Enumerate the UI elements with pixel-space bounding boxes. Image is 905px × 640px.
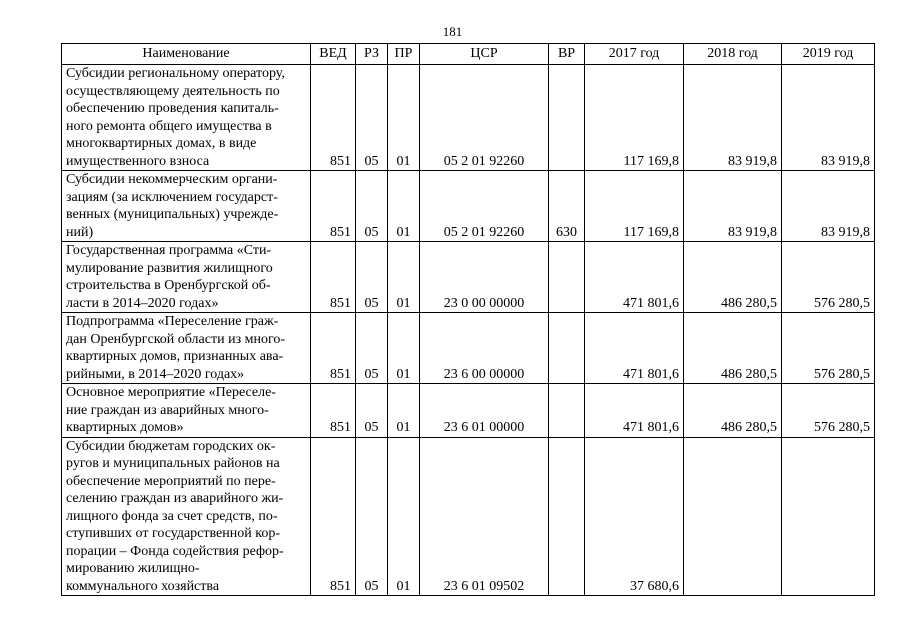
cell-value-2017: 471 801,6 xyxy=(585,313,684,384)
header-2019: 2019 год xyxy=(782,44,875,65)
row-name xyxy=(62,242,311,313)
cell-value-2019 xyxy=(782,437,875,596)
header-pr: ПР xyxy=(388,44,420,65)
cell-csr: 05 2 01 92260 xyxy=(420,65,549,171)
cell-rz: 05 xyxy=(356,242,388,313)
table-body xyxy=(62,65,875,596)
cell-value-2017: 37 680,6 xyxy=(585,437,684,596)
cell-pr: 01 xyxy=(388,437,420,596)
row-name-line: ступивших от государственной кор- xyxy=(66,526,280,541)
cell-csr: 05 2 01 92260 xyxy=(420,171,549,242)
row-name-line: Подпрограмма «Переселение граж- xyxy=(66,314,279,329)
cell-csr: 23 6 00 00000 xyxy=(420,313,549,384)
table-row xyxy=(62,384,875,438)
header-2017: 2017 год xyxy=(585,44,684,65)
cell-value-2019: 83 919,8 xyxy=(782,65,875,171)
row-name-line: мулирование развития жилищного xyxy=(66,260,273,276)
cell-csr: 23 6 01 09502 xyxy=(420,437,549,596)
cell-ved: 851 xyxy=(311,65,356,171)
cell-pr: 01 xyxy=(388,65,420,171)
cell-value-2019: 83 919,8 xyxy=(782,171,875,242)
row-name-line: селению граждан из аварийного жи- xyxy=(66,491,284,506)
row-name-line: зациям (за исключением государст- xyxy=(66,189,278,205)
cell-vr xyxy=(549,437,585,596)
row-name-line: имущественного взноса xyxy=(66,153,210,169)
cell-pr: 01 xyxy=(388,313,420,384)
cell-value-2018: 83 919,8 xyxy=(684,65,782,171)
cell-rz: 05 xyxy=(356,384,388,438)
budget-table xyxy=(61,43,875,596)
row-name-line: венных (муниципальных) учрежде- xyxy=(66,207,279,222)
cell-value-2017: 117 169,8 xyxy=(585,171,684,242)
row-name-line: Субсидии бюджетам городских ок- xyxy=(66,438,276,454)
cell-value-2019: 576 280,5 xyxy=(782,242,875,313)
row-name-line: квартирных домов» xyxy=(66,420,184,435)
header-vr: ВР xyxy=(549,44,585,65)
page-number: 181 xyxy=(442,24,463,39)
cell-ved: 851 xyxy=(311,171,356,242)
cell-ved: 851 xyxy=(311,242,356,313)
table-row xyxy=(62,65,875,171)
cell-value-2017: 471 801,6 xyxy=(585,242,684,313)
cell-vr xyxy=(549,65,585,171)
row-name-line: Субсидии региональному оператору, xyxy=(66,66,285,81)
cell-csr: 23 6 01 00000 xyxy=(420,384,549,438)
cell-vr xyxy=(549,384,585,438)
table-row xyxy=(62,437,875,596)
row-name-line: дан Оренбургской области из много- xyxy=(66,331,286,347)
row-name-line: коммунального хозяйства xyxy=(66,578,220,594)
row-name-line: обеспечение мероприятий по пере- xyxy=(66,473,276,489)
header-name: Наименование xyxy=(62,44,311,65)
header-ved: ВЕД xyxy=(311,44,356,65)
row-name-line: ласти в 2014–2020 годах» xyxy=(66,295,219,311)
row-name-line: рийными, в 2014–2020 годах» xyxy=(66,366,245,382)
cell-pr: 01 xyxy=(388,171,420,242)
cell-value-2018: 83 919,8 xyxy=(684,171,782,242)
row-name-line: ругов и муниципальных районов на xyxy=(66,456,280,471)
cell-value-2018 xyxy=(684,437,782,596)
cell-rz: 05 xyxy=(356,313,388,384)
header-2018: 2018 год xyxy=(684,44,782,65)
table-row xyxy=(62,313,875,384)
table-row xyxy=(62,171,875,242)
cell-value-2018: 486 280,5 xyxy=(684,242,782,313)
cell-value-2017: 471 801,6 xyxy=(585,384,684,438)
cell-rz: 05 xyxy=(356,65,388,171)
row-name-line: ного ремонта общего имущества в xyxy=(66,118,272,134)
row-name xyxy=(62,65,311,171)
row-name-line: лищного фонда за счет средств, по- xyxy=(66,508,278,524)
cell-vr xyxy=(549,313,585,384)
header-csr: ЦСР xyxy=(420,44,549,65)
row-name xyxy=(62,313,311,384)
cell-value-2018: 486 280,5 xyxy=(684,384,782,438)
row-name-line: Субсидии некоммерческим органи- xyxy=(66,172,278,187)
header-row xyxy=(62,44,875,65)
row-name-line: порации – Фонда содействия рефор- xyxy=(66,543,284,559)
table-row xyxy=(62,242,875,313)
cell-ved: 851 xyxy=(311,437,356,596)
cell-ved: 851 xyxy=(311,384,356,438)
row-name xyxy=(62,171,311,242)
row-name-line: мированию жилищно- xyxy=(66,561,200,576)
row-name-line: Государственная программа «Сти- xyxy=(66,243,272,258)
cell-vr: 630 xyxy=(549,171,585,242)
cell-vr xyxy=(549,242,585,313)
cell-csr: 23 0 00 00000 xyxy=(420,242,549,313)
row-name-line: осуществляющему деятельность по xyxy=(66,83,280,99)
row-name-line: строительства в Оренбургской об- xyxy=(66,278,271,293)
row-name-line: квартирных домов, признанных ава- xyxy=(66,349,284,364)
cell-ved: 851 xyxy=(311,313,356,384)
cell-value-2017: 117 169,8 xyxy=(585,65,684,171)
row-name-line: многоквартирных домах, в виде xyxy=(66,136,257,151)
cell-pr: 01 xyxy=(388,242,420,313)
cell-value-2019: 576 280,5 xyxy=(782,313,875,384)
row-name xyxy=(62,384,311,438)
row-name-line: Основное мероприятие «Переселе- xyxy=(66,385,276,400)
row-name-line: ние граждан из аварийных много- xyxy=(66,402,269,418)
cell-rz: 05 xyxy=(356,171,388,242)
header-rz: РЗ xyxy=(356,44,388,65)
cell-value-2019: 576 280,5 xyxy=(782,384,875,438)
cell-value-2018: 486 280,5 xyxy=(684,313,782,384)
cell-rz: 05 xyxy=(356,437,388,596)
row-name-line: ний) xyxy=(66,224,94,240)
row-name xyxy=(62,437,311,596)
row-name-line: обеспечению проведения капиталь- xyxy=(66,101,279,116)
cell-pr: 01 xyxy=(388,384,420,438)
